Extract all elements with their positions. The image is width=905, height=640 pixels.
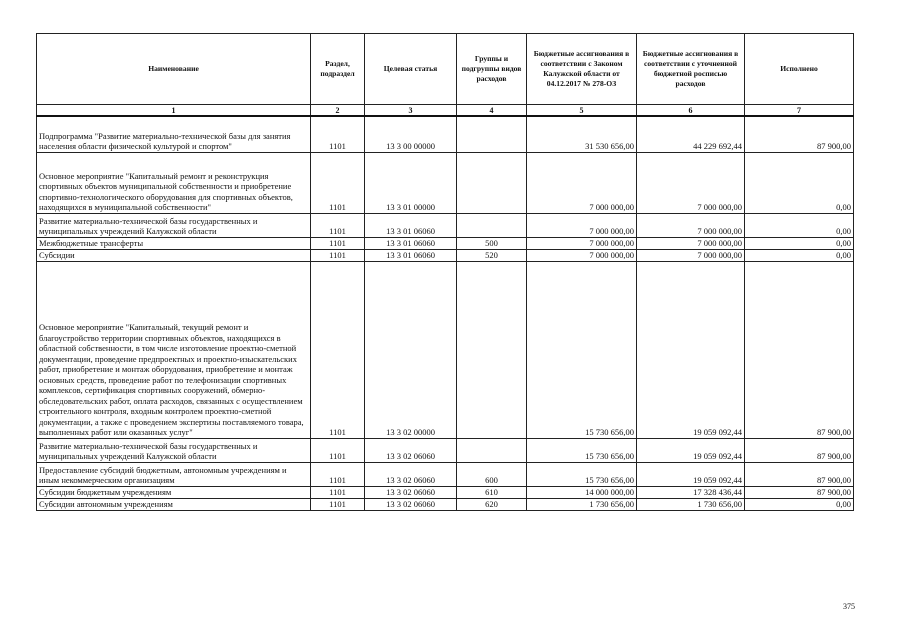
- row-executed: 87 900,00: [745, 462, 854, 486]
- row-section: 1101: [311, 128, 365, 152]
- row-group: 600: [457, 462, 527, 486]
- row-name: Межбюджетные трансферты: [37, 237, 311, 249]
- row-group: 500: [457, 237, 527, 249]
- column-number-row: [37, 105, 854, 117]
- row-section: 1101: [311, 462, 365, 486]
- row-group: [457, 438, 527, 462]
- row-executed: 87 900,00: [745, 438, 854, 462]
- header-section: Раздел, подраздел: [311, 34, 365, 105]
- row-law: 7 000 000,00: [527, 213, 637, 237]
- row-group: [457, 213, 527, 237]
- row-name: Развитие материально-технической базы государственных и муниципальных учреждений Калужской области: [37, 213, 311, 237]
- header-row: [37, 34, 854, 105]
- row-refined: 7 000 000,00: [637, 152, 745, 213]
- row-executed: 87 900,00: [745, 486, 854, 498]
- table-row: [37, 249, 854, 261]
- row-executed: 0,00: [745, 249, 854, 261]
- header-refined: Бюджетные ассигнования в соответствии с уточненной бюджетной росписью расходов: [637, 34, 745, 105]
- row-target: 13 3 02 06060: [365, 486, 457, 498]
- row-refined: 7 000 000,00: [637, 237, 745, 249]
- row-section: 1101: [311, 498, 365, 510]
- row-refined: 7 000 000,00: [637, 249, 745, 261]
- header-name: Наименование: [37, 34, 311, 105]
- row-group: [457, 261, 527, 438]
- row-section: 1101: [311, 438, 365, 462]
- row-section: 1101: [311, 249, 365, 261]
- row-law: 15 730 656,00: [527, 438, 637, 462]
- row-target: 13 3 01 06060: [365, 213, 457, 237]
- row-section: 1101: [311, 261, 365, 438]
- row-name: Субсидии бюджетным учреждениям: [37, 486, 311, 498]
- row-name: Субсидии автономным учреждениям: [37, 498, 311, 510]
- row-section: 1101: [311, 213, 365, 237]
- column-number: 1: [37, 105, 311, 117]
- column-number: 3: [365, 105, 457, 117]
- row-law: 7 000 000,00: [527, 249, 637, 261]
- row-refined: 19 059 092,44: [637, 462, 745, 486]
- row-target: 13 3 02 06060: [365, 462, 457, 486]
- table-row: [37, 486, 854, 498]
- column-number: 7: [745, 105, 854, 117]
- row-target: 13 3 02 06060: [365, 498, 457, 510]
- row-law: 15 730 656,00: [527, 261, 637, 438]
- row-target: 13 3 01 06060: [365, 249, 457, 261]
- row-refined: 1 730 656,00: [637, 498, 745, 510]
- row-law: 1 730 656,00: [527, 498, 637, 510]
- row-executed: 0,00: [745, 498, 854, 510]
- row-refined: 17 328 436,44: [637, 486, 745, 498]
- row-target: 13 3 01 06060: [365, 237, 457, 249]
- table-row: [37, 237, 854, 249]
- row-name: Основное мероприятие "Капитальный ремонт и реконструкция спортивных объектов муниципальной собственности и приобретение спортивно-технологического оборудования для спортивных объектов, находящихся в муниципальной собственности": [37, 152, 311, 213]
- row-target: 13 3 02 00000: [365, 261, 457, 438]
- row-name: Предоставление субсидий бюджетным, автономным учреждениям и иным некоммерческим организациям: [37, 462, 311, 486]
- row-section: 1101: [311, 152, 365, 213]
- row-law: 7 000 000,00: [527, 237, 637, 249]
- row-name: Основное мероприятие "Капитальный, текущий ремонт и благоустройство территории спортивных объектов, находящихся в областной собственности, в том числе изготовление проектно-сметной документации, проведение предпроектных и проектно-изыскательских работ, приобретение и монтаж оборудования, приобретение и монтаж основных средств, проведение работ по телефонизации спортивных комплексов, сертификация спортивных сооружений, обмерно-обследовательских работ, оплата расходов, связанных с осуществлением строительного контроля, входным контролем проектно-сметной документации, а также с проведением экспертизы поставляемого товара, выполненных работ или оказанных услуг": [37, 261, 311, 438]
- table-row: [37, 128, 854, 152]
- column-number: 2: [311, 105, 365, 117]
- row-name: Субсидии: [37, 249, 311, 261]
- header-target: Целевая статья: [365, 34, 457, 105]
- row-executed: 0,00: [745, 152, 854, 213]
- header-executed: Исполнено: [745, 34, 854, 105]
- row-executed: 87 900,00: [745, 128, 854, 152]
- row-section: 1101: [311, 237, 365, 249]
- row-group: 620: [457, 498, 527, 510]
- table-row: [37, 261, 854, 438]
- row-group: 610: [457, 486, 527, 498]
- row-refined: 7 000 000,00: [637, 213, 745, 237]
- row-group: [457, 128, 527, 152]
- table-row: [37, 498, 854, 510]
- row-law: 15 730 656,00: [527, 462, 637, 486]
- header-groups: Группы и подгруппы видов расходов: [457, 34, 527, 105]
- row-executed: 87 900,00: [745, 261, 854, 438]
- table-row: [37, 438, 854, 462]
- budget-table: [36, 33, 854, 511]
- row-target: 13 3 00 00000: [365, 128, 457, 152]
- row-law: 31 530 656,00: [527, 128, 637, 152]
- spacer-row: [37, 116, 854, 128]
- row-section: 1101: [311, 486, 365, 498]
- table-row: [37, 462, 854, 486]
- column-number: 4: [457, 105, 527, 117]
- row-executed: 0,00: [745, 237, 854, 249]
- row-law: 14 000 000,00: [527, 486, 637, 498]
- row-refined: 19 059 092,44: [637, 438, 745, 462]
- row-target: 13 3 02 06060: [365, 438, 457, 462]
- table-row: [37, 152, 854, 213]
- table-row: [37, 213, 854, 237]
- row-name: Подпрограмма "Развитие материально-технической базы для занятия населения области физической культурой и спортом": [37, 128, 311, 152]
- column-number: 5: [527, 105, 637, 117]
- row-group: [457, 152, 527, 213]
- row-law: 7 000 000,00: [527, 152, 637, 213]
- header-law: Бюджетные ассигнования в соответствии с Законом Калужской области от 04.12.2017 № 278-ОЗ: [527, 34, 637, 105]
- page-number: 375: [843, 602, 855, 611]
- row-refined: 44 229 692,44: [637, 128, 745, 152]
- row-executed: 0,00: [745, 213, 854, 237]
- row-group: 520: [457, 249, 527, 261]
- row-refined: 19 059 092,44: [637, 261, 745, 438]
- column-number: 6: [637, 105, 745, 117]
- row-name: Развитие материально-технической базы государственных и муниципальных учреждений Калужской области: [37, 438, 311, 462]
- row-target: 13 3 01 00000: [365, 152, 457, 213]
